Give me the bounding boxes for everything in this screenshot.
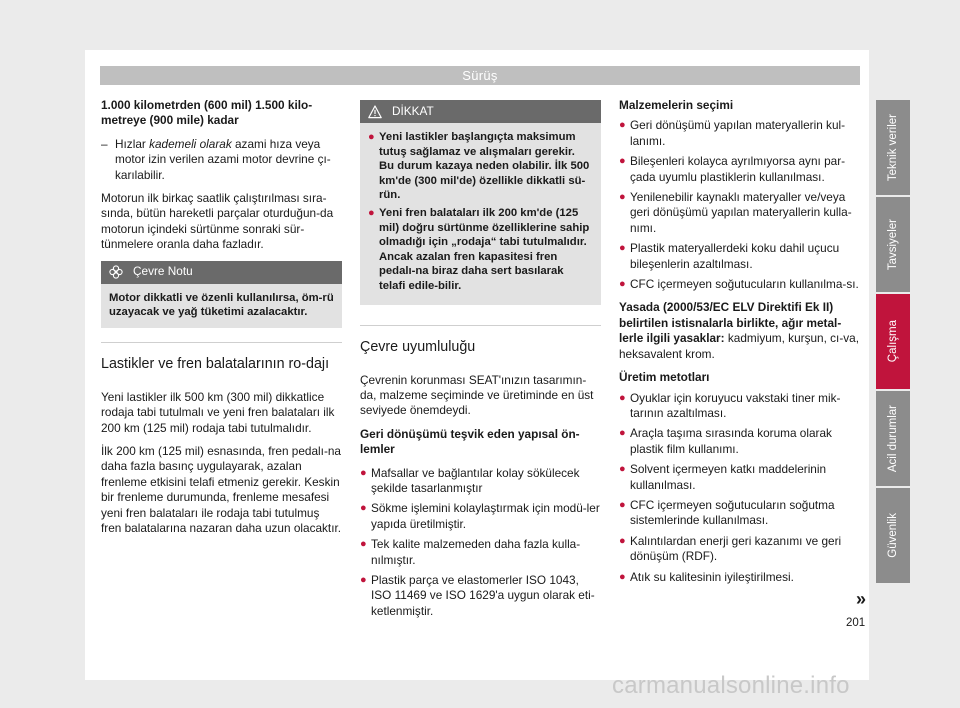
tab-guvenlik[interactable]: Güvenlik [876,488,910,583]
list-item: ● Solvent içermeyen katkı maddelerinin kullanılması. [619,462,827,492]
column-right [619,98,859,590]
emphasis-text: kademeli olarak [149,136,232,151]
bullet-dot: ● [619,155,626,168]
warning-header [360,100,601,123]
section-title-environment: Çevre uyumluluğu [360,325,601,357]
bullet-dot: ● [619,278,626,291]
chapter-header: Sürüş [100,66,860,85]
bullet-dot: ● [619,498,626,511]
bullet-dot: ● [619,427,626,440]
law-paragraph: Yasada (2000/53/EC ELV Direktifi Ek II) belirtilen istisnalarla birlikte, ağır metal-lerle ilgili yasaklar: kadmiyum, kurşun, cı-va, heksavalent krom. [619,300,859,361]
list-item: ● Plastik materyallerdeki koku dahil uçucu bileşenlerin azaltılması. [619,241,840,271]
flower-icon [109,265,123,279]
column-middle [360,100,601,624]
bullet-dot: ● [619,570,626,583]
warning-body [360,123,601,305]
bullet-dot: ● [619,119,626,132]
paragraph: Motorun ilk birkaç saatlik çalıştırılması sıra-sında, bütün hareketli parçalar oturduğun-da motorun içindeki sürtünme sonraki sür-tünmelere oranla daha fazladır. [101,191,334,252]
dash-item [101,137,342,183]
subheading-recycling: Geri dönüşümü teşvik eden yapısal ön-lemler [360,426,580,457]
list-item: ● Tek kalite malzemeden daha fazla kulla-nılmıştır. [360,537,581,567]
list-item: ● Plastik parça ve elastomerler ISO 1043, ISO 11469 ve ISO 1629'a uygun olarak eti-ketlenmiştir. [360,573,595,618]
paragraph: Çevrenin korunması SEAT'ınızın tasarımın-da, malzeme seçiminde ve üretiminde en üst seviyede önemdeydi. [360,372,594,418]
list-item: ● CFC içermeyen soğutucuların soğutma sistemlerinde kullanılması. [619,497,835,528]
environment-note-header [101,261,342,284]
subheading-production: Üretim metotları [619,370,710,385]
bullet-dot: ● [619,391,626,404]
list-item: ● Yenilenebilir kaynaklı materyaller ve/veya geri dönüşümü yapılan materyallerin kulla-nımı. [619,190,852,235]
environment-note-box [101,261,342,328]
bullet-dot: ● [360,502,367,515]
tab-acil-durumlar[interactable]: Acil durumlar [876,391,910,486]
list-item: ● Bileşenleri kolayca ayrılmıyorsa aynı par-çada uyumlu plastiklerin kullanılması. [619,154,846,184]
paragraph: İlk 200 km (125 mil) esnasında, fren pedalı-na daha fazla basınç uygulayarak, azalan frenleme etkisini telafi etmeniz gerekir. Keskin bir frenleme durumunda, frenleme mesafesi yeni fren balataları ile rodaja tabi tutulmuş fren balatalarına nazaran daha uzun olacaktır. [101,444,342,536]
break-in-heading: 1.000 kilometrden (600 mil) 1.500 kilo- metreye (900 mile) kadar [101,98,313,128]
bullet-dot: ● [360,466,367,479]
tab-calisma[interactable]: Çalışma [876,294,910,389]
list-item: ● CFC içermeyen soğutucuların kullanılma-sı. [619,277,859,292]
warning-item: ● Yeni lastikler başlangıçta maksimum tutuş sağlamaz ve alışmaları gerekir. Bu durum kazaya neden olabilir. İlk 500 km'de (300 mil'de) özellikle dikkatli sü-rün. [368,131,590,202]
bullet-dot: ● [360,538,367,551]
paragraph: Yeni lastikler ilk 500 km (300 mil) dikkatlice rodaja tabi tutulmalı ve yeni fren balataları ilk 200 km (125 mil) rodaja tabi tutulmalıdır. [101,389,335,435]
column-left [101,98,342,545]
bullet-dot: ● [619,463,626,476]
list-item: ● Oyuklar için koruyucu vakstaki tiner mik-tarının azaltılması. [619,390,841,420]
list-item: ● Kalıntılardan enerji geri kazanımı ve geri dönüşüm (RDF). [619,533,842,564]
list-item: ● Araçla taşıma sırasında koruma olarak plastik film kullanımı. [619,426,832,456]
list-item: ● Sökme işlemini kolaylaştırmak için modü-ler yapıda üretilmiştir. [360,501,600,531]
subheading-materials: Malzemelerin seçimi [619,98,734,112]
dash-marker: – [101,136,108,151]
section-title-tyres-brakes: Lastikler ve fren balatalarının ro-dajı [101,342,342,374]
warning-box [360,100,601,305]
watermark: carmanualsonline.info [612,672,850,699]
warning-triangle-icon [368,105,382,119]
bullet-dot: ● [360,574,367,586]
warning-item: ● Yeni fren balataları ilk 200 km'de (125 mil) doğru sürtünme özelliklerine sahip olmadığı için „rodaja“ tabi tutulmalıdır. Ancak azalan fren kapasitesi fren pedalı-na biraz daha sert basılarak telafi edile-bilir. [368,206,590,292]
bullet-dot: ● [368,131,375,143]
bullet-dot: ● [619,191,626,204]
bullet-dot: ● [619,534,626,547]
list-item: ● Geri dönüşümü yapılan materyallerin kul-lanımı. [619,118,846,148]
list-item: ● Mafsallar ve bağlantılar kolay sökülecek şekilde tasarlanmıştır [360,465,580,495]
list-item: ● Atık su kalitesinin iyileştirilmesi. [619,569,794,584]
bullet-dot: ● [619,242,626,255]
bullet-dot: ● [368,206,375,219]
continue-mark: » [856,589,867,609]
environment-note-body: Motor dikkatli ve özenli kullanılırsa, öm-rü uzayacak ve yağ tüketimi azalacaktır. [101,284,342,328]
dash-item-text: Hızlar kademeli olarak azami hıza veya motor izin verilen azami motor devrine çı-karılabilir. [115,136,331,182]
warning-title: DİKKAT [392,103,434,118]
tab-tavsiyeler[interactable]: Tavsiyeler [876,197,910,292]
page-number: 201 [846,617,866,629]
environment-note-title: Çevre Notu [133,264,193,279]
tab-teknik-veriler[interactable]: Teknik veriler [876,100,910,195]
